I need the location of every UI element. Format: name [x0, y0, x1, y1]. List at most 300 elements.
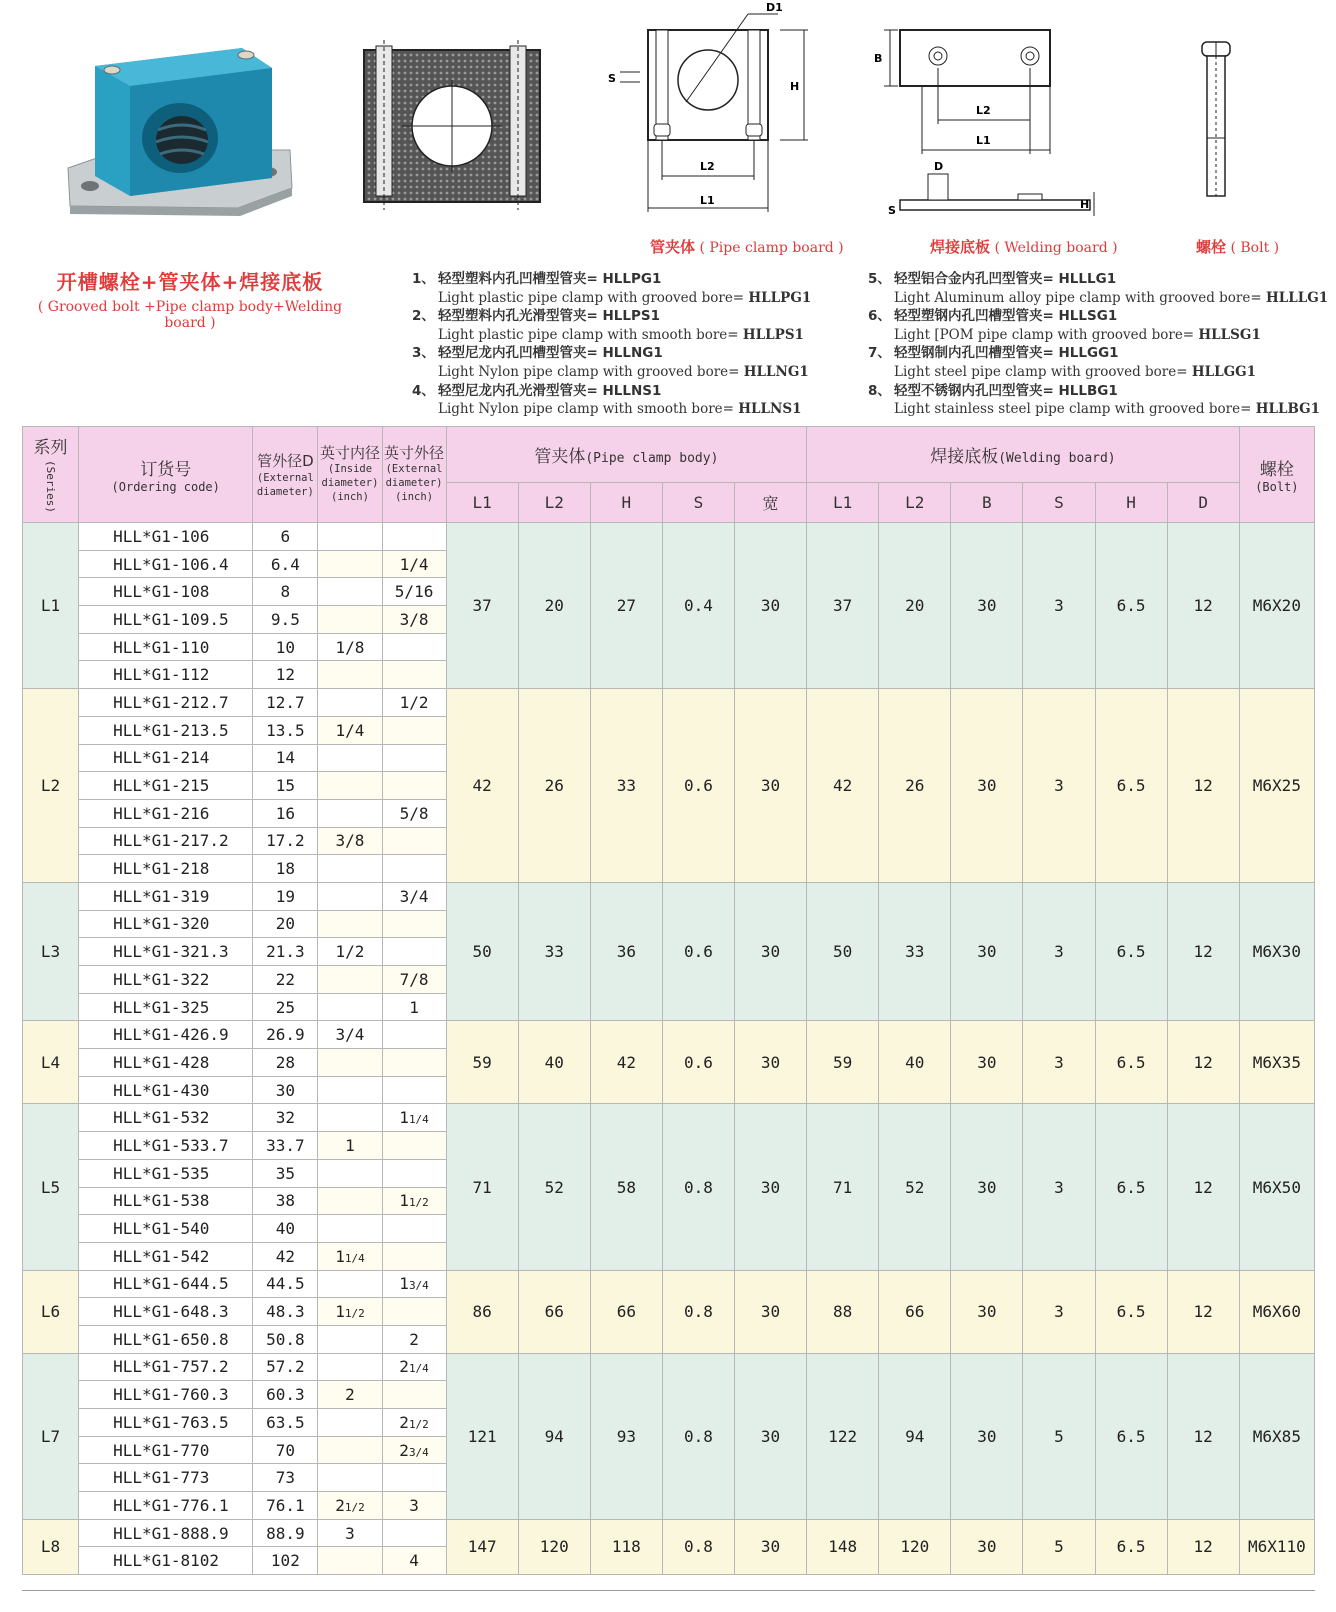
external-diameter-cell: 50.8 [253, 1325, 318, 1353]
series-cell: L7 [23, 1353, 79, 1519]
inch-outside-cell [382, 1021, 446, 1049]
series-cell: L3 [23, 882, 79, 1020]
welding-board-cell: 30 [951, 1104, 1023, 1270]
pipe-clamp-body-cell: 0.6 [662, 689, 734, 883]
welding-board-cell: 12 [1167, 1104, 1239, 1270]
pipe-clamp-body-cell: 147 [446, 1519, 518, 1574]
header-code [79, 427, 253, 523]
type-item-number: 8、 [868, 382, 891, 399]
inch-inside-cell [318, 1464, 382, 1492]
welding-board-cell: 33 [879, 882, 951, 1020]
inch-inside-cell: 1 [318, 1132, 382, 1160]
welding-board-cell: 26 [879, 689, 951, 883]
welding-board-cell: 3 [1023, 689, 1095, 883]
welding-board-cell: 30 [951, 1270, 1023, 1353]
caption-pipe-clamp-en: ( Pipe clamp board ) [699, 240, 844, 256]
type-item [412, 270, 811, 307]
bolt-drawing [1198, 38, 1234, 200]
external-diameter-cell: 73 [253, 1464, 318, 1492]
external-diameter-cell: 88.9 [253, 1519, 318, 1547]
subheader-weld-col: B [951, 483, 1023, 523]
header-weld-en: (Welding board) [998, 451, 1116, 466]
type-item-cn [868, 307, 1328, 326]
pipe-clamp-body-cell: 66 [518, 1270, 590, 1353]
inch-inside-cell [318, 799, 382, 827]
type-item-cn [412, 382, 811, 401]
subheader-weld-col: D [1167, 483, 1239, 523]
welding-board-cell: 12 [1167, 689, 1239, 883]
inch-outside-cell: 3 [382, 1492, 446, 1520]
ordering-code-cell: HLL*G1-106.4 [79, 550, 253, 578]
inch-inside-cell [318, 689, 382, 717]
pipe-clamp-body-cell: 71 [446, 1104, 518, 1270]
welding-board-cell: 40 [879, 1021, 951, 1104]
pipe-clamp-body-cell: 0.6 [662, 882, 734, 1020]
inch-inside-cell [318, 1547, 382, 1575]
external-diameter-cell: 17.2 [253, 827, 318, 855]
welding-board-cell: 3 [1023, 882, 1095, 1020]
subheader-body-col: S [662, 483, 734, 523]
inch-outside-cell: 1/4 [382, 550, 446, 578]
welding-board-cell: 30 [951, 523, 1023, 689]
pipe-clamp-body-cell: 0.8 [662, 1519, 734, 1574]
table-body [23, 523, 1315, 1575]
external-diameter-cell: 19 [253, 882, 318, 910]
type-item-cn-text: 轻型尼龙内孔光滑型管夹= HLLNS1 [438, 382, 662, 399]
welding-board-cell: 12 [1167, 523, 1239, 689]
header-inch-outside [382, 427, 446, 523]
header-body-en: (Pipe clamp body) [585, 451, 719, 466]
ordering-code-cell: HLL*G1-322 [79, 966, 253, 994]
inch-outside-cell [382, 1242, 446, 1270]
external-diameter-cell: 26.9 [253, 1021, 318, 1049]
type-item-en-text: Light [POM pipe clamp with grooved bore= [894, 326, 1195, 343]
inch-inside-cell [318, 1104, 382, 1132]
inch-outside-cell: 11/2 [382, 1187, 446, 1215]
type-item [868, 307, 1328, 344]
ordering-code-cell: HLL*G1-108 [79, 578, 253, 606]
welding-board-cell: 59 [807, 1021, 879, 1104]
type-item-en [412, 363, 811, 382]
caption-welding-cn: 焊接底板 [930, 238, 991, 256]
header-inch-inside [318, 427, 382, 523]
table-row [23, 1270, 1315, 1298]
pipe-clamp-body-cell: 30 [734, 1519, 806, 1574]
pipe-clamp-body-cell: 66 [590, 1270, 662, 1353]
pipe-clamp-body-cell: 58 [590, 1104, 662, 1270]
inch-inside-cell [318, 606, 382, 634]
label-l2: L2 [700, 160, 715, 173]
inch-outside-cell [382, 1298, 446, 1326]
type-item-cn-text: 轻型不锈钢内孔凹型管夹= HLLBG1 [894, 382, 1118, 399]
subheader-body-col: L1 [446, 483, 518, 523]
header-series-cn: 系列 [33, 437, 68, 458]
pipe-clamp-body-cell: 30 [734, 1270, 806, 1353]
external-diameter-cell: 42 [253, 1242, 318, 1270]
inch-outside-cell [382, 744, 446, 772]
external-diameter-cell: 20 [253, 910, 318, 938]
label-d: D [934, 160, 944, 173]
ordering-code-cell: HLL*G1-535 [79, 1159, 253, 1187]
header-weld-cn: 焊接底板 [930, 447, 999, 467]
welding-board-cell: 30 [951, 1519, 1023, 1574]
type-item-number: 1、 [412, 271, 435, 287]
external-diameter-cell: 9.5 [253, 606, 318, 634]
table-row [23, 1104, 1315, 1132]
type-item-en-text: Light steel pipe clamp with grooved bore= [894, 363, 1188, 380]
header-welding-board [807, 427, 1240, 483]
inch-outside-cell: 4 [382, 1547, 446, 1575]
inch-inside-cell [318, 772, 382, 800]
pipe-clamp-body-cell: 33 [590, 689, 662, 883]
ordering-code-cell: HLL*G1-648.3 [79, 1298, 253, 1326]
pipe-clamp-body-cell: 120 [518, 1519, 590, 1574]
inch-inside-cell [318, 855, 382, 883]
table-row [23, 1353, 1315, 1381]
external-diameter-cell: 35 [253, 1159, 318, 1187]
type-item-cn-text: 轻型塑钢内孔凹槽型管夹= HLLSG1 [894, 308, 1118, 325]
type-item-en-text: Light stainless steel pipe clamp with grooved bore= [894, 401, 1252, 418]
welding-board-cell: 66 [879, 1270, 951, 1353]
bolt-cell: M6X110 [1239, 1519, 1314, 1574]
type-item-en-text: Light plastic pipe clamp with smooth bore= [438, 326, 739, 343]
welding-board-cell: 30 [951, 882, 1023, 1020]
pipe-clamp-body-cell: 30 [734, 689, 806, 883]
welding-board-cell: 5 [1023, 1353, 1095, 1519]
inch-inside-cell: 1/4 [318, 716, 382, 744]
type-item-code: HLLSG1 [1198, 326, 1261, 343]
welding-board-cell: 6.5 [1095, 1021, 1167, 1104]
subheader-weld-col: L2 [879, 483, 951, 523]
inch-outside-cell: 7/8 [382, 966, 446, 994]
inch-outside-cell [382, 716, 446, 744]
ordering-code-cell: HLL*G1-109.5 [79, 606, 253, 634]
ordering-code-cell: HLL*G1-218 [79, 855, 253, 883]
welding-board-cell: 12 [1167, 882, 1239, 1020]
types-list-right [868, 270, 1328, 419]
bolt-cell: M6X20 [1239, 523, 1314, 689]
pipe-clamp-body-cell: 40 [518, 1021, 590, 1104]
external-diameter-cell: 38 [253, 1187, 318, 1215]
inch-inside-cell [318, 1049, 382, 1077]
type-item-cn [868, 344, 1328, 363]
header-series [23, 427, 79, 523]
external-diameter-cell: 13.5 [253, 716, 318, 744]
type-item [868, 270, 1328, 307]
inch-outside-cell [382, 1076, 446, 1104]
type-item-en-text: Light Aluminum alloy pipe clamp with grooved bore= [894, 289, 1262, 306]
type-item-number: 4、 [412, 382, 435, 399]
inch-inside-cell [318, 1409, 382, 1437]
external-diameter-cell: 21.3 [253, 938, 318, 966]
label-s: S [888, 204, 896, 217]
external-diameter-cell: 6.4 [253, 550, 318, 578]
pipe-clamp-body-cell: 0.8 [662, 1353, 734, 1519]
subheader-body-col: L2 [518, 483, 590, 523]
ordering-code-cell: HLL*G1-776.1 [79, 1492, 253, 1520]
subheader-body-col: 宽 [734, 483, 806, 523]
pipe-clamp-body-cell: 42 [446, 689, 518, 883]
inch-outside-cell [382, 1159, 446, 1187]
header-body-cn: 管夹体 [534, 447, 586, 467]
pipe-clamp-body-cell: 30 [734, 1353, 806, 1519]
subheader-weld-col: L1 [807, 483, 879, 523]
inch-inside-cell [318, 578, 382, 606]
welding-board-cell: 94 [879, 1353, 951, 1519]
inch-outside-cell [382, 938, 446, 966]
type-item-code: HLLPG1 [748, 289, 812, 306]
welding-board-cell: 12 [1167, 1353, 1239, 1519]
external-diameter-cell: 25 [253, 993, 318, 1021]
welding-board-cell: 30 [951, 1021, 1023, 1104]
series-cell: L1 [23, 523, 79, 689]
type-item-cn [868, 270, 1328, 289]
welding-board-cell: 42 [807, 689, 879, 883]
pipe-clamp-body-cell: 26 [518, 689, 590, 883]
spec-table [22, 426, 1315, 1575]
header-inch-outside-en: (External diameter) (inch) [385, 463, 443, 503]
pipe-clamp-body-cell: 30 [734, 1021, 806, 1104]
external-diameter-cell: 33.7 [253, 1132, 318, 1160]
pipe-clamp-body-cell: 20 [518, 523, 590, 689]
pipe-clamp-body-cell: 37 [446, 523, 518, 689]
inch-inside-cell: 11/4 [318, 1242, 382, 1270]
type-item [412, 344, 811, 381]
series-cell: L4 [23, 1021, 79, 1104]
inch-outside-cell [382, 1519, 446, 1547]
external-diameter-cell: 18 [253, 855, 318, 883]
pipe-clamp-drawing [600, 0, 825, 222]
external-diameter-cell: 63.5 [253, 1409, 318, 1437]
inch-outside-cell [382, 633, 446, 661]
header-od-en: (External diameter) [256, 472, 314, 498]
inch-outside-cell: 5/16 [382, 578, 446, 606]
type-item-cn-text: 轻型塑料内孔凹槽型管夹= HLLPG1 [438, 271, 662, 287]
type-item-en [412, 289, 811, 308]
caption-bolt-cn: 螺栓 [1196, 238, 1227, 256]
table-row [23, 1519, 1315, 1547]
header-inch-outside-cn: 英寸外径 [384, 444, 445, 462]
table-row [23, 1021, 1315, 1049]
external-diameter-cell: 8 [253, 578, 318, 606]
welding-board-cell: 3 [1023, 523, 1095, 689]
external-diameter-cell: 15 [253, 772, 318, 800]
type-item [412, 307, 811, 344]
ordering-code-cell: HLL*G1-320 [79, 910, 253, 938]
welding-board-cell: 88 [807, 1270, 879, 1353]
caption-welding [930, 236, 1118, 257]
label-b: B [874, 52, 883, 65]
bolt-cell: M6X35 [1239, 1021, 1314, 1104]
header-code-cn: 订货号 [140, 460, 192, 480]
ordering-code-cell: HLL*G1-110 [79, 633, 253, 661]
inch-outside-cell [382, 827, 446, 855]
inch-inside-cell [318, 910, 382, 938]
label-d1: D1 [766, 1, 783, 14]
header-inch-inside-cn: 英寸内径 [319, 444, 380, 462]
pipe-clamp-body-cell: 42 [590, 1021, 662, 1104]
inch-inside-cell [318, 550, 382, 578]
external-diameter-cell: 16 [253, 799, 318, 827]
ordering-code-cell: HLL*G1-760.3 [79, 1381, 253, 1409]
table-bottom-rule [22, 1590, 1315, 1591]
pipe-clamp-body-cell: 93 [590, 1353, 662, 1519]
inch-inside-cell: 21/2 [318, 1492, 382, 1520]
ordering-code-cell: HLL*G1-325 [79, 993, 253, 1021]
ordering-code-cell: HLL*G1-532 [79, 1104, 253, 1132]
header-od [253, 427, 318, 523]
type-item-code: HLLGG1 [1191, 363, 1257, 380]
header-od-cn: 管外径D [257, 452, 314, 470]
inch-outside-cell: 2 [382, 1325, 446, 1353]
ordering-code-cell: HLL*G1-216 [79, 799, 253, 827]
external-diameter-cell: 12.7 [253, 689, 318, 717]
external-diameter-cell: 22 [253, 966, 318, 994]
inch-inside-cell: 2 [318, 1381, 382, 1409]
header-code-en: (Ordering code) [111, 480, 220, 494]
inch-outside-cell [382, 523, 446, 551]
inch-inside-cell [318, 661, 382, 689]
pipe-clamp-body-cell: 121 [446, 1353, 518, 1519]
series-cell: L2 [23, 689, 79, 883]
external-diameter-cell: 57.2 [253, 1353, 318, 1381]
welding-board-cell: 71 [807, 1104, 879, 1270]
type-item-en-text: Light Nylon pipe clamp with grooved bore= [438, 363, 740, 380]
bolt-cell: M6X60 [1239, 1270, 1314, 1353]
external-diameter-cell: 28 [253, 1049, 318, 1077]
inch-outside-cell [382, 661, 446, 689]
pipe-clamp-body-cell: 86 [446, 1270, 518, 1353]
welding-board-cell: 30 [951, 689, 1023, 883]
external-diameter-cell: 102 [253, 1547, 318, 1575]
inch-outside-cell: 23/4 [382, 1436, 446, 1464]
external-diameter-cell: 32 [253, 1104, 318, 1132]
type-item-code: HLLNS1 [738, 401, 802, 418]
type-item-cn [412, 307, 811, 326]
inch-outside-cell: 3/4 [382, 882, 446, 910]
ordering-code-cell: HLL*G1-319 [79, 882, 253, 910]
label-h: H [1080, 198, 1090, 211]
inch-outside-cell: 21/4 [382, 1353, 446, 1381]
subheader-weld-col: S [1023, 483, 1095, 523]
welding-board-cell: 52 [879, 1104, 951, 1270]
inch-outside-cell: 13/4 [382, 1270, 446, 1298]
assembly-title [30, 266, 350, 331]
pipe-clamp-body-cell: 30 [734, 1104, 806, 1270]
type-item-en-text: Light plastic pipe clamp with grooved bore= [438, 289, 745, 306]
welding-board-cell: 122 [807, 1353, 879, 1519]
inch-outside-cell: 11/4 [382, 1104, 446, 1132]
bolt-cell: M6X85 [1239, 1353, 1314, 1519]
type-item-en [868, 326, 1328, 345]
welding-board-cell: 12 [1167, 1519, 1239, 1574]
caption-pipe-clamp [650, 236, 844, 257]
inch-inside-cell [318, 1436, 382, 1464]
pipe-clamp-body-cell: 30 [734, 523, 806, 689]
type-item-code: HLLLG1 [1265, 289, 1329, 306]
type-item-en [412, 326, 811, 345]
ordering-code-cell: HLL*G1-540 [79, 1215, 253, 1243]
inch-outside-cell [382, 1381, 446, 1409]
type-item-cn-text: 轻型塑料内孔光滑型管夹= HLLPS1 [438, 308, 661, 325]
header-series-en: (Series) [44, 459, 58, 513]
welding-board-cell: 6.5 [1095, 523, 1167, 689]
header-bolt [1239, 427, 1314, 523]
header-pipe-clamp-body [446, 427, 807, 483]
assembly-photo [60, 38, 310, 218]
series-cell: L5 [23, 1104, 79, 1270]
ordering-code-cell: HLL*G1-763.5 [79, 1409, 253, 1437]
welding-board-cell: 6.5 [1095, 882, 1167, 1020]
welding-board-cell: 3 [1023, 1021, 1095, 1104]
inch-inside-cell [318, 1325, 382, 1353]
type-item-en [412, 400, 811, 419]
inch-outside-cell: 3/8 [382, 606, 446, 634]
pipe-clamp-body-cell: 0.8 [662, 1270, 734, 1353]
type-item [412, 382, 811, 419]
inch-inside-cell: 3/8 [318, 827, 382, 855]
types-list-left [412, 270, 811, 419]
section-drawing [360, 40, 545, 212]
inch-inside-cell [318, 744, 382, 772]
subheader-weld-col: H [1095, 483, 1167, 523]
welding-board-cell: 6.5 [1095, 1270, 1167, 1353]
external-diameter-cell: 6 [253, 523, 318, 551]
welding-board-cell: 6.5 [1095, 689, 1167, 883]
ordering-code-cell: HLL*G1-321.3 [79, 938, 253, 966]
pipe-clamp-body-cell: 59 [446, 1021, 518, 1104]
ordering-code-cell: HLL*G1-757.2 [79, 1353, 253, 1381]
external-diameter-cell: 14 [253, 744, 318, 772]
type-item-cn [868, 382, 1328, 401]
inch-inside-cell [318, 523, 382, 551]
external-diameter-cell: 10 [253, 633, 318, 661]
inch-outside-cell [382, 1132, 446, 1160]
ordering-code-cell: HLL*G1-650.8 [79, 1325, 253, 1353]
pipe-clamp-body-cell: 118 [590, 1519, 662, 1574]
pipe-clamp-body-cell: 27 [590, 523, 662, 689]
pipe-clamp-body-cell: 0.8 [662, 1104, 734, 1270]
table-row [23, 689, 1315, 717]
pipe-clamp-body-cell: 0.6 [662, 1021, 734, 1104]
ordering-code-cell: HLL*G1-106 [79, 523, 253, 551]
type-item-en [868, 363, 1328, 382]
caption-bolt [1196, 236, 1279, 257]
header-bolt-cn: 螺栓 [1259, 460, 1294, 480]
inch-inside-cell [318, 1159, 382, 1187]
type-item-cn-text: 轻型铝合金内孔凹型管夹= HLLLG1 [894, 271, 1117, 287]
welding-board-cell: 6.5 [1095, 1353, 1167, 1519]
ordering-code-cell: HLL*G1-214 [79, 744, 253, 772]
table-row [23, 882, 1315, 910]
inch-inside-cell [318, 1187, 382, 1215]
ordering-code-cell: HLL*G1-212.7 [79, 689, 253, 717]
type-item-code: HLLNG1 [743, 363, 809, 380]
welding-board-cell: 120 [879, 1519, 951, 1574]
welding-board-cell: 6.5 [1095, 1104, 1167, 1270]
welding-board-cell: 5 [1023, 1519, 1095, 1574]
inch-inside-cell [318, 1215, 382, 1243]
assembly-title-cn: 开槽螺栓+管夹体+焊接底板 [56, 270, 324, 294]
label-l1: L1 [976, 134, 991, 147]
label-l2: L2 [976, 104, 991, 117]
external-diameter-cell: 70 [253, 1436, 318, 1464]
inch-outside-cell [382, 855, 446, 883]
type-item-cn [412, 344, 811, 363]
welding-board-cell: 12 [1167, 1270, 1239, 1353]
inch-inside-cell: 3/4 [318, 1021, 382, 1049]
type-item [868, 344, 1328, 381]
